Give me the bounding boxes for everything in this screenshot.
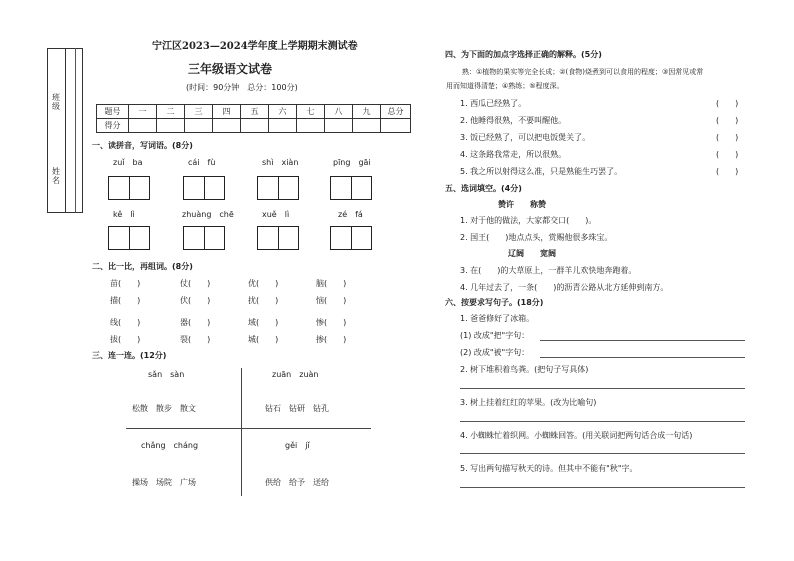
q2-item: 裂( )	[180, 335, 211, 344]
q3-horizontal-divider	[126, 428, 371, 429]
binding-strip	[47, 48, 83, 213]
q2-item: 城( )	[248, 335, 279, 344]
score-table-cell: 三	[185, 105, 213, 119]
binding-strip-divider	[65, 49, 66, 212]
q4-item: 3. 饭已经熟了，可以把电饭煲关了。	[460, 133, 591, 142]
score-cell-blank[interactable]	[185, 119, 213, 133]
score-table-cell: 一	[129, 105, 157, 119]
writing-box[interactable]	[183, 226, 225, 250]
score-cell-blank[interactable]	[325, 119, 353, 133]
q6-item: 1. 爸爸修好了冰箱。	[460, 314, 535, 323]
q2-item: 仗( )	[180, 279, 211, 288]
q3-pinyin: chǎng cháng	[141, 441, 199, 450]
q1-pinyin: pīng gāi	[333, 158, 371, 167]
q1-pinyin: kě lì	[113, 210, 135, 219]
q2-title: 二、比一比，再组词。(8分)	[92, 262, 193, 271]
q5-item: 1. 对于他的做法，大家都交口( )。	[460, 216, 597, 225]
q1-pinyin: zé fá	[338, 210, 363, 219]
q4-item: 1. 西瓜已经熟了。	[460, 99, 527, 108]
q1-pinyin: zuǐ ba	[113, 158, 143, 167]
q2-item: 恼( )	[316, 296, 347, 305]
q2-item: 描( )	[110, 296, 141, 305]
score-table-cell: 七	[297, 105, 325, 119]
q6-subitem: (1) 改成"把"字句：	[460, 331, 530, 340]
q1-title: 一、读拼音，写词语。(8分)	[92, 141, 193, 150]
q3-words: 供给 给予 送给	[265, 478, 329, 487]
score-cell-blank[interactable]	[213, 119, 241, 133]
q4-options: 熟：①植物的果实等完全长成；②(食物)烧煮到可以食用的程度；③因常见或常	[462, 68, 704, 76]
score-cell-blank[interactable]	[241, 119, 269, 133]
writing-box[interactable]	[257, 226, 299, 250]
q2-item: 脑( )	[316, 279, 347, 288]
q1-pinyin: xuě lì	[262, 210, 290, 219]
score-cell-blank[interactable]	[129, 119, 157, 133]
q5-item: 2. 国王( )地点点头，赏赐他很多珠宝。	[460, 233, 613, 242]
binding-cut-line	[75, 48, 76, 213]
class-label: 班级	[52, 93, 60, 111]
q4-item: 4. 这条路我常走，所以很熟。	[460, 150, 567, 159]
writing-box[interactable]	[330, 176, 372, 200]
writing-box[interactable]	[108, 176, 150, 200]
score-table	[96, 104, 411, 133]
q5-word-choices: 赞许 称赞	[498, 200, 546, 209]
q3-pinyin: gěi jǐ	[285, 441, 310, 450]
q5-item: 4. 几年过去了，一条( )的沥青公路从北方延伸到南方。	[460, 283, 669, 292]
q4-options: 用而知道得清楚；④熟练；⑤程度深。	[446, 82, 564, 90]
q2-item: 惨( )	[316, 318, 347, 327]
q3-pinyin: sǎn sàn	[148, 370, 185, 379]
q3-vertical-divider	[241, 368, 242, 496]
writing-box[interactable]	[108, 226, 150, 250]
score-table-cell: 得分	[97, 119, 129, 133]
answer-paren[interactable]: ( )	[716, 150, 739, 159]
answer-line[interactable]	[460, 421, 745, 422]
q2-item: 伏( )	[180, 296, 211, 305]
q1-pinyin: shì xiàn	[262, 158, 299, 167]
q2-item: 扰( )	[248, 296, 279, 305]
score-cell-blank[interactable]	[353, 119, 381, 133]
q3-pinyin: zuān zuàn	[272, 370, 319, 379]
q3-words: 钻石 钻研 钻孔	[265, 404, 329, 413]
q4-item: 5. 我之所以射得这么准，只是熟能生巧罢了。	[460, 167, 623, 176]
answer-paren[interactable]: ( )	[716, 116, 739, 125]
exam-subtitle: 三年级语文试卷	[188, 62, 273, 76]
name-label: 姓名	[52, 167, 60, 185]
score-cell-blank[interactable]	[381, 119, 411, 133]
q6-subitem: (2) 改成"被"字句：	[460, 348, 530, 357]
answer-paren[interactable]: ( )	[716, 133, 739, 142]
score-table-header-row	[97, 105, 411, 119]
q6-item: 5. 写出两句描写秋天的诗。但其中不能有"秋"字。	[460, 464, 638, 473]
answer-line[interactable]	[460, 453, 745, 454]
q6-item: 2. 树下堆积着鸟粪。(把句子写具体)	[460, 365, 589, 374]
score-cell-blank[interactable]	[297, 119, 325, 133]
q2-item: 掺( )	[316, 335, 347, 344]
answer-line[interactable]	[540, 357, 745, 358]
writing-box[interactable]	[257, 176, 299, 200]
q3-title: 三、连一连。(12分)	[92, 351, 167, 360]
q3-words: 松散 散步 散文	[132, 404, 196, 413]
exam-title: 宁江区2023—2024学年度上学期期末测试卷	[152, 41, 358, 52]
score-table-cell: 二	[157, 105, 185, 119]
writing-box[interactable]	[183, 176, 225, 200]
q5-word-choices: 辽阔 宽阔	[508, 249, 556, 258]
answer-line[interactable]	[460, 487, 745, 488]
score-table-cell: 题号	[97, 105, 129, 119]
q2-item: 优( )	[248, 279, 279, 288]
q5-title: 五、选词填空。(4分)	[445, 184, 522, 193]
q6-title: 六、按要求写句子。(18分)	[445, 298, 544, 307]
q4-item: 2. 他睡得很熟，不要叫醒他。	[460, 116, 567, 125]
score-cell-blank[interactable]	[269, 119, 297, 133]
writing-box[interactable]	[330, 226, 372, 250]
q2-item: 域( )	[248, 318, 279, 327]
score-table-cell: 四	[213, 105, 241, 119]
q3-words: 操场 场院 广场	[132, 478, 196, 487]
answer-line[interactable]	[540, 340, 745, 341]
score-cell-blank[interactable]	[157, 119, 185, 133]
q6-item: 4. 小蜘蛛忙着织网。小蜘蛛回答。(用关联词把两句话合成一句话)	[460, 431, 693, 440]
exam-meta: (时间：90分钟 总分：100分)	[186, 83, 298, 92]
q6-item: 3. 树上挂着红红的苹果。(改为比喻句)	[460, 398, 597, 407]
q2-item: 线( )	[110, 318, 141, 327]
answer-line[interactable]	[460, 388, 745, 389]
q1-pinyin: zhuàng chē	[182, 210, 234, 219]
q2-item: 苗( )	[110, 279, 141, 288]
q5-item: 3. 在( )的大草原上，一群羊儿欢快地奔跑着。	[460, 266, 637, 275]
q2-item: 器( )	[180, 318, 211, 327]
answer-paren[interactable]: ( )	[716, 99, 739, 108]
q2-item: 拔( )	[110, 335, 141, 344]
score-table-cell: 总分	[381, 105, 411, 119]
answer-paren[interactable]: ( )	[716, 167, 739, 176]
score-table-cell: 五	[241, 105, 269, 119]
q1-pinyin: cái fù	[188, 158, 216, 167]
score-table-cell: 八	[325, 105, 353, 119]
score-table-cell: 九	[353, 105, 381, 119]
score-table-score-row	[97, 119, 411, 133]
score-table-cell: 六	[269, 105, 297, 119]
q4-title: 四、为下面的加点字选择正确的解释。(5分)	[445, 50, 602, 59]
